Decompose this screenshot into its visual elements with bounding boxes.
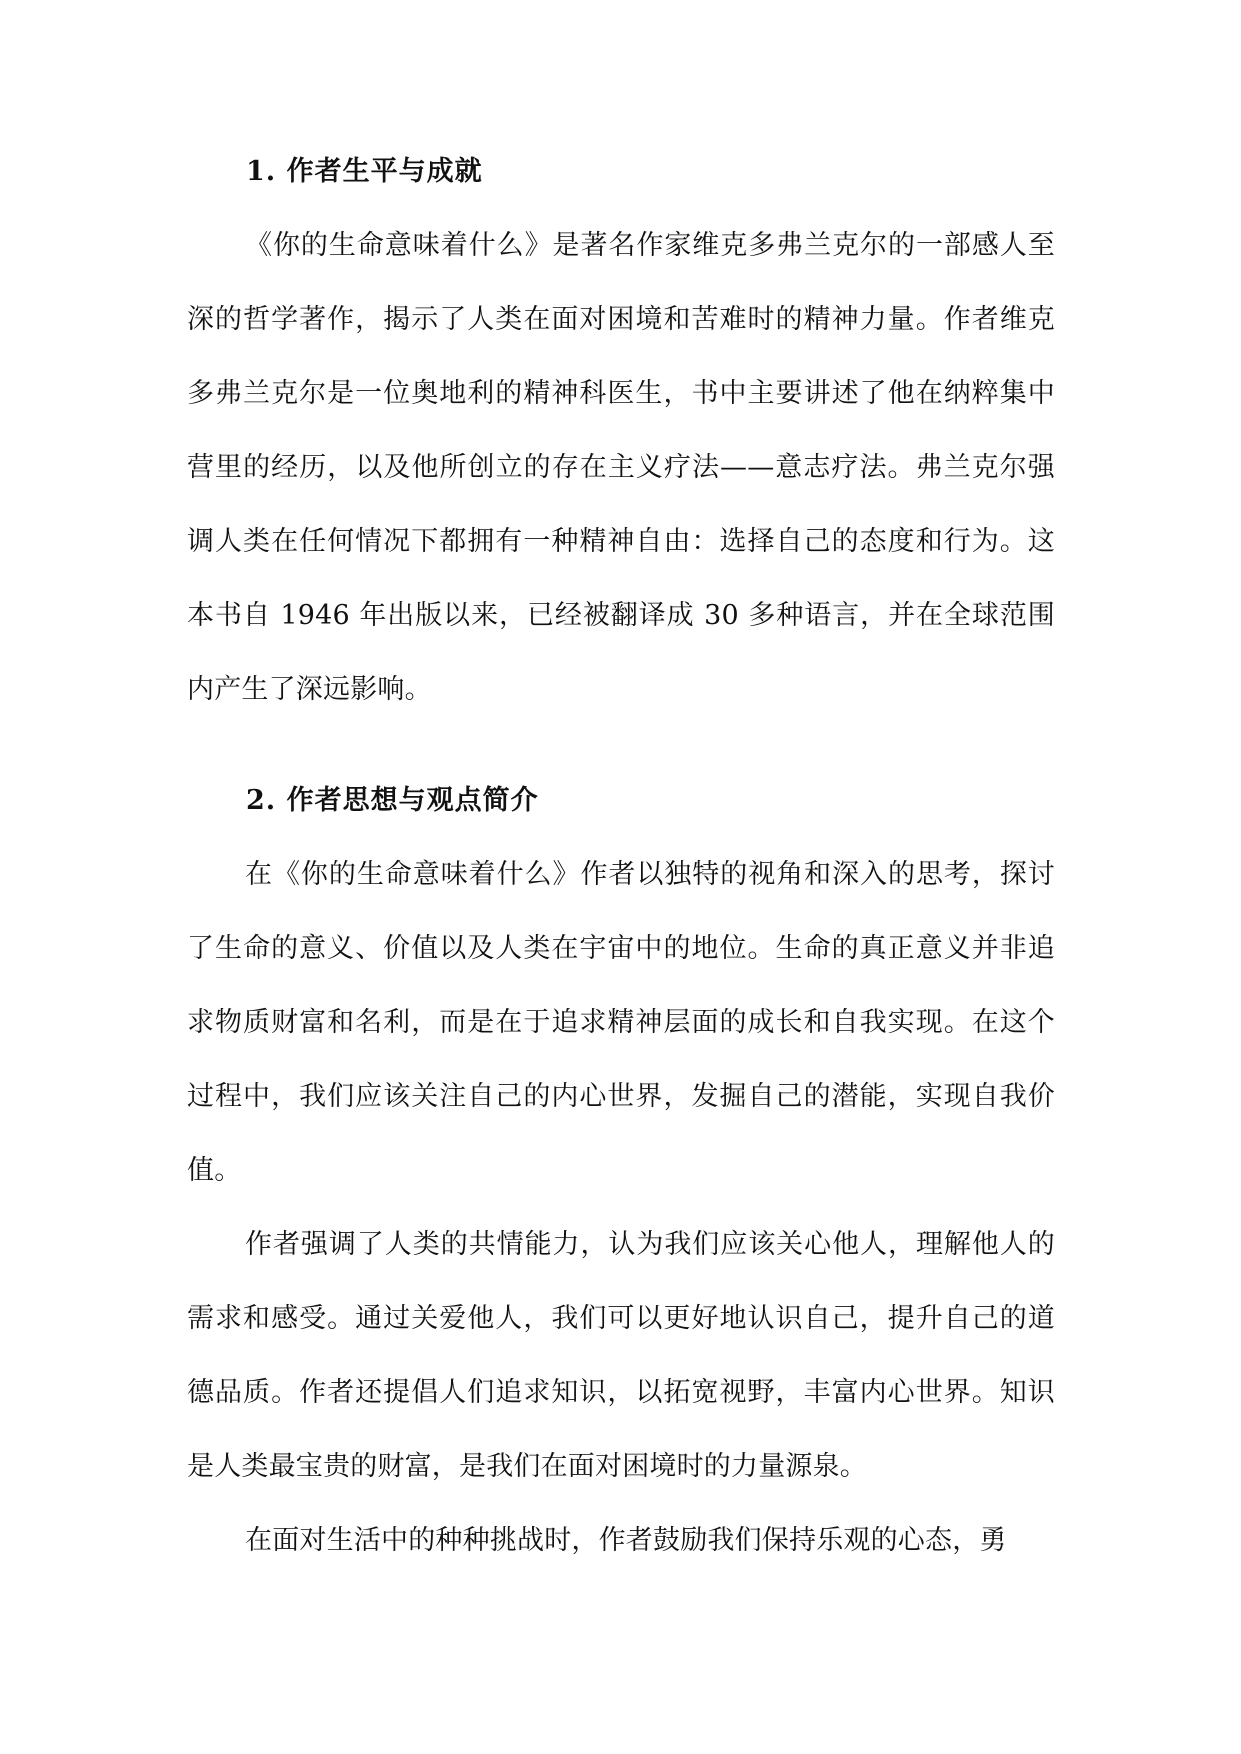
section-2-paragraph-2: 作者强调了人类的共情能力，认为我们应该关心他人，理解他人的需求和感受。通过关爱他人，我们可以更好地认识自己，提升自己的道德品质。作者还提倡人们追求知识，以拓宽视野，丰富内心世界。知识是人类最宝贵的财富，是我们在面对困境时的力量源泉。: [187, 1229, 1055, 1482]
document-body: [187, 145, 1055, 1578]
section-heading-2: 2. 作者思想与观点简介: [246, 785, 539, 816]
section-spacer: [187, 727, 1055, 774]
section-2-paragraph-3: 在面对生活中的种种挑战时，作者鼓励我们保持乐观的心态，勇: [245, 1525, 1007, 1556]
section-1-paragraph-1: 《你的生命意味着什么》是著名作家维克多弗兰克尔的一部感人至深的哲学著作，揭示了人类在面对困境和苦难时的精神力量。作者维克多弗兰克尔是一位奥地利的精神科医生，书中主要讲述了他在纳粹集中营里的经历，以及他所创立的存在主义疗法——意志疗法。弗兰克尔强调人类在任何情况下都拥有一种精神自由：选择自己的态度和行为。这本书自 1946 年出版以来，已经被翻译成 30 多种语言，并在全球范围内产生了深远影响。: [187, 230, 1055, 705]
section-heading-1: 1. 作者生平与成就: [246, 156, 483, 187]
section-2-paragraph-1: 在《你的生命意味着什么》作者以独特的视角和深入的思考，探讨了生命的意义、价值以及人类在宇宙中的地位。生命的真正意义并非追求物质财富和名利，而是在于追求精神层面的成长和自我实现。在这个过程中，我们应该关注自己的内心世界，发掘自己的潜能，实现自我价值。: [187, 859, 1055, 1186]
